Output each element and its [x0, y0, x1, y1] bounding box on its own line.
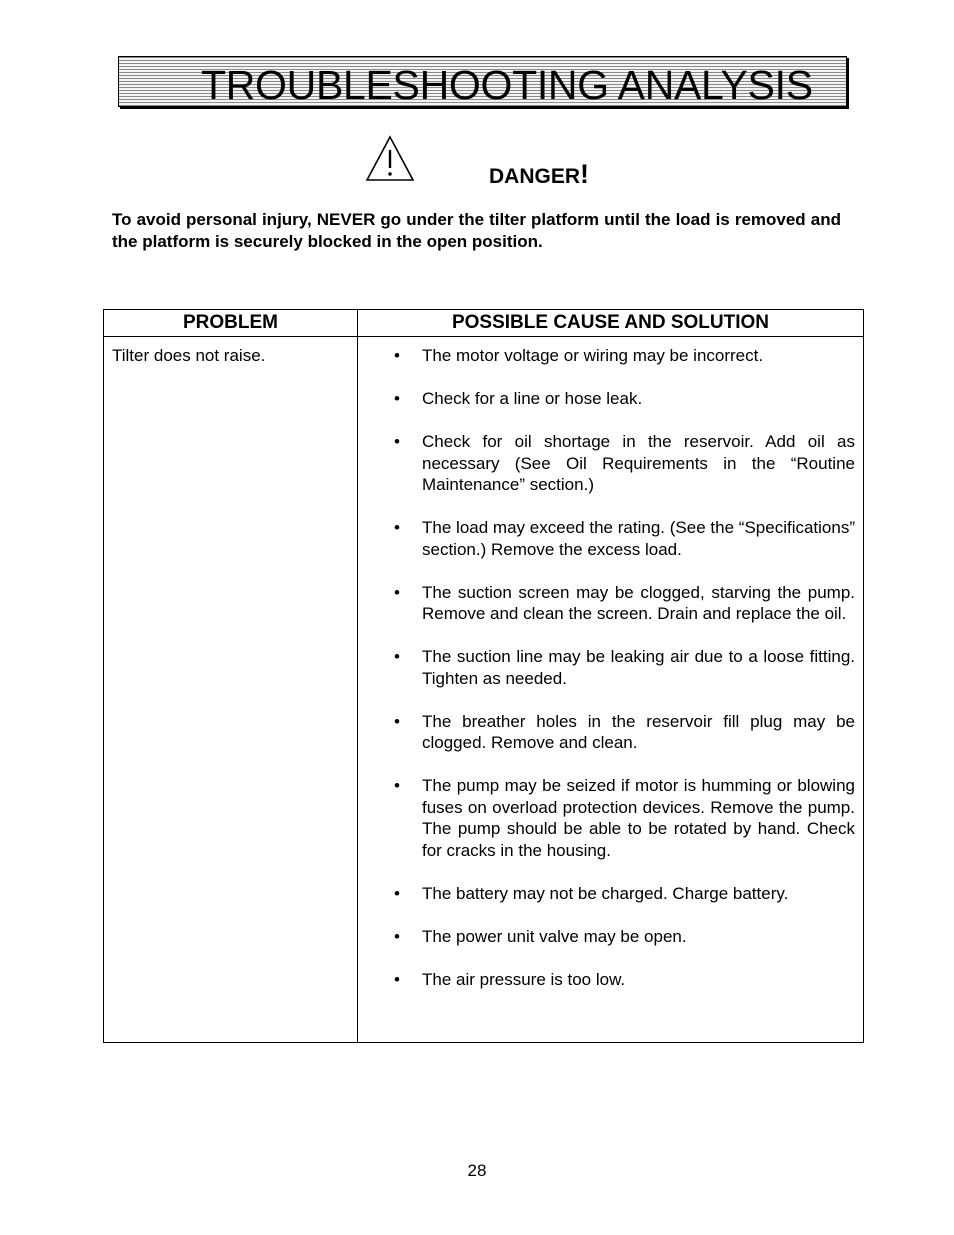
- bullet-icon: •: [394, 389, 400, 408]
- list-item: [358, 517, 855, 560]
- bullet-icon: •: [394, 346, 400, 365]
- cause-text: The air pressure is too low.: [422, 969, 626, 989]
- cause-text: The power unit valve may be open.: [422, 926, 687, 946]
- danger-warning-text: To avoid personal injury, NEVER go under the tilter platform until the load is removed and the platform is securely blocked in the open position.: [112, 210, 841, 251]
- list-item: [358, 969, 855, 991]
- cause-text: The motor voltage or wiring may be incorrect.: [422, 346, 764, 365]
- bullet-icon: •: [394, 647, 400, 666]
- bullet-icon: •: [394, 432, 400, 451]
- cause-text: The breather holes in the reservoir fill plug may be clogged. Remove and clean.: [422, 711, 855, 752]
- danger-word: DANGER: [489, 165, 581, 188]
- page-title: TROUBLESHOOTING ANALYSIS: [201, 62, 813, 108]
- cause-list: [358, 345, 855, 990]
- table-header-row: [104, 310, 864, 337]
- header-problem: PROBLEM: [104, 310, 358, 337]
- danger-label: [489, 160, 589, 191]
- cause-cell: [358, 337, 864, 1043]
- header-cause-solution: POSSIBLE CAUSE AND SOLUTION: [358, 310, 864, 337]
- bullet-icon: •: [394, 883, 400, 903]
- list-item: [358, 775, 855, 861]
- danger-exclamation: !: [580, 159, 590, 189]
- problem-cell: Tilter does not raise.: [104, 337, 358, 1043]
- warning-triangle-icon: [364, 134, 416, 182]
- list-item: [358, 431, 855, 496]
- list-item: [358, 926, 855, 948]
- list-item: [358, 582, 855, 625]
- table-row: [104, 337, 864, 1043]
- list-item: [358, 388, 855, 410]
- cause-text: The load may exceed the rating. (See the “Specifications” section.) Remove the excess load.: [422, 518, 855, 559]
- cause-text: Check for oil shortage in the reservoir. Add oil as necessary (See Oil Requirements in the “Routine Maintenance” section.): [422, 432, 855, 494]
- list-item: [358, 345, 855, 367]
- cause-text: The suction line may be leaking air due to a loose fitting. Tighten as needed.: [422, 647, 855, 688]
- bullet-icon: •: [394, 969, 400, 989]
- list-item: [358, 646, 855, 689]
- bullet-icon: •: [394, 582, 400, 602]
- title-banner: [118, 56, 847, 107]
- list-item: [358, 883, 855, 905]
- cause-text: The pump may be seized if motor is humming or blowing fuses on overload protection devices. Remove the pump. The pump should be able to be rotated by hand. Check for cracks in the housing.: [422, 776, 855, 860]
- cause-text: Check for a line or hose leak.: [422, 389, 643, 408]
- page-number: 28: [467, 1161, 487, 1180]
- troubleshooting-table: [103, 309, 864, 1043]
- bullet-icon: •: [394, 518, 400, 537]
- list-item: [358, 711, 855, 754]
- bullet-icon: •: [394, 711, 400, 731]
- cause-text: The suction screen may be clogged, starving the pump. Remove and clean the screen. Drain and replace the oil.: [422, 582, 855, 623]
- cause-text: The battery may not be charged. Charge battery.: [422, 883, 789, 903]
- bullet-icon: •: [394, 926, 400, 946]
- bullet-icon: •: [394, 776, 400, 795]
